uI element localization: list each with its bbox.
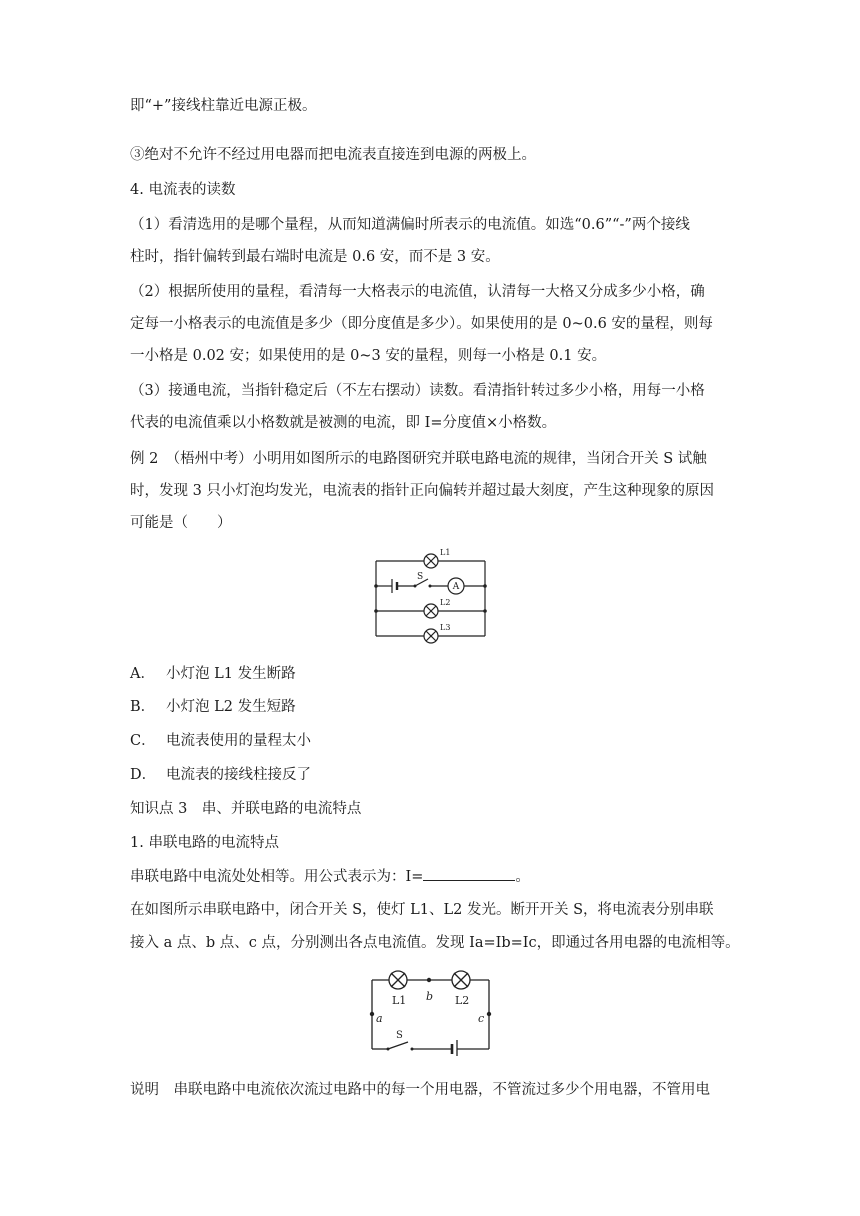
option-b: B． 小灯泡 L2 发生短路 [130,699,296,715]
point-label-a: a [376,1012,383,1025]
text-line: 柱时，指针偏转到最右端时电流是 0.6 安，而不是 3 安。 [130,249,500,265]
text-line: 代表的电流值乘以小格数就是被测的电流，即 I=分度值×小格数。 [130,415,557,431]
text-line: 在如图所示串联电路中，闭合开关 S，使灯 L1、L2 发光。断开开关 S，将电流表分别串联 [130,902,714,918]
text-line: （2）根据所使用的量程，看清每一大格表示的电流值，认清每一大格又分成多少小格，确 [130,284,705,300]
option-a: A． 小灯泡 L1 发生断路 [130,666,296,682]
text-line: 一小格是 0.02 安；如果使用的是 0~3 安的量程，则每一小格是 0.1 安。 [130,348,607,364]
text-line: （1）看清选用的是哪个量程，从而知道满偏时所表示的电流值。如选“0.6”“-”两个接线 [130,217,690,233]
text-line: 可能是（ ） [130,515,232,531]
series-circuit-diagram [364,966,498,1056]
lamp-label-l1: L1 [440,548,451,557]
lamp-label-l2: L2 [455,994,470,1007]
option-c: C． 电流表使用的量程太小 [130,733,311,749]
knowledge-point-heading: 知识点 3 串、并联电路的电流特点 [130,801,362,817]
switch-label: S [417,572,424,582]
switch-label: S [396,1030,403,1041]
text-line: 接入 a 点、b 点、c 点，分别测出各点电流值。发现 Ia=Ib=Ic，即通过各用电器的电流相等。 [130,935,740,951]
text-line: （3）接通电流，当指针稳定后（不左右摆动）读数。看清指针转过多少小格，用每一小格 [130,383,705,399]
ammeter-label: A [452,582,460,592]
section-heading: 4. 电流表的读数 [130,182,236,198]
lamp-label-l1: L1 [392,994,407,1007]
option-d: D． 电流表的接线柱接反了 [130,767,311,783]
text-line: 定每一小格表示的电流值是多少（即分度值是多少）。如果使用的是 0~0.6 安的量程，则每 [130,316,713,332]
parallel-circuit-diagram [368,544,498,644]
text-line: ③绝对不允许不经过用电器而把电流表直接连到电源的两极上。 [130,147,536,163]
note-line: 说明 串联电路中电流依次流过电路中的每一个用电器，不管流过多少个用电器，不管用电 [130,1082,710,1098]
formula-blank [423,866,515,881]
formula-line: 串联电路中电流处处相等。用公式表示为：I= 。 [130,866,530,887]
text-line: 即“+”接线柱靠近电源正极。 [130,98,317,114]
example-question: 例 2 （梧州中考）小明用如图所示的电路图研究并联电路电流的规律，当闭合开关 S 试触 [130,451,707,467]
point-label-c: c [478,1012,485,1025]
text-line: 时，发现 3 只小灯泡均发光，电流表的指针正向偏转并超过最大刻度，产生这种现象的原因 [130,483,714,499]
lamp-label-l3: L3 [440,623,451,632]
lamp-label-l2: L2 [440,598,451,607]
point-label-b: b [426,990,434,1003]
section-heading: 1. 串联电路的电流特点 [130,835,279,851]
